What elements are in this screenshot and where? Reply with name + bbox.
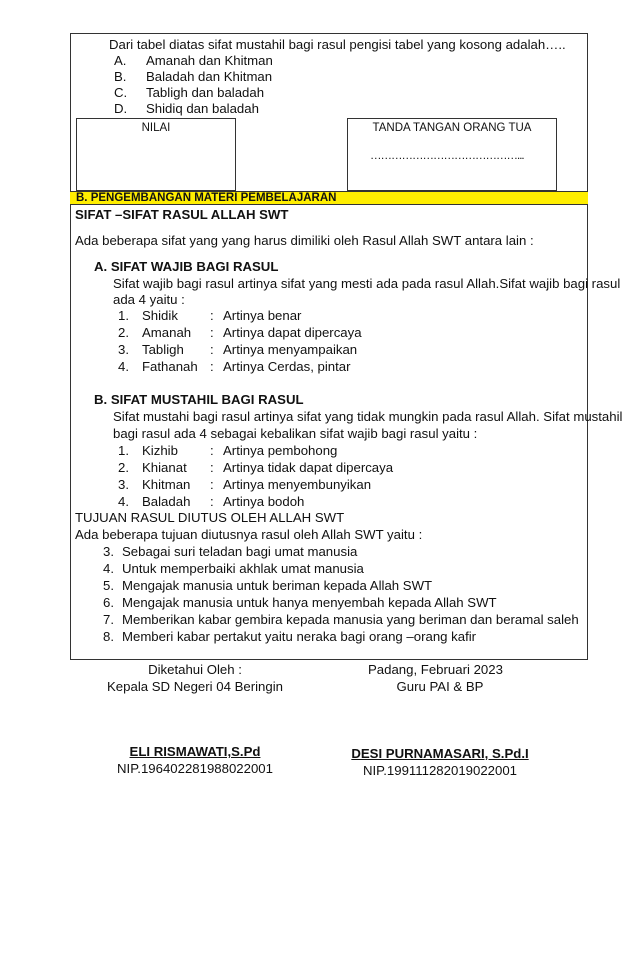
sifat-meaning: Artinya menyampaikan [223, 342, 358, 357]
item-number: 5. [103, 578, 114, 593]
grade-box [76, 118, 236, 191]
parent-signature-box [347, 118, 557, 191]
tujuan-intro: Ada beberapa tujuan diutusnya rasul oleh Allah SWT yaitu : [75, 527, 423, 542]
list-item [118, 342, 438, 358]
sifat-name: Baladah [142, 494, 191, 509]
item-number: 4. [118, 494, 129, 509]
sifat-meaning: Artinya tidak dapat dipercaya [223, 460, 394, 475]
list-item [118, 325, 438, 341]
sifat-name: Kizhib [142, 443, 178, 458]
signature-left-name: ELI RISMAWATI,S.Pd [129, 744, 261, 759]
option-letter-c: C. [114, 85, 128, 100]
signature-right-name: DESI PURNAMASARI, S.Pd.I [351, 746, 529, 761]
item-text: Untuk memperbaiki akhlak umat manusia [122, 561, 364, 576]
option-letter-d: D. [114, 101, 128, 116]
list-item [118, 359, 438, 375]
item-text: Sebagai suri teladan bagi umat manusia [122, 544, 358, 559]
sifat-name: Khitman [142, 477, 191, 492]
item-number: 3. [118, 342, 129, 357]
sifat-name: Fathanah [142, 359, 198, 374]
list-item [94, 595, 497, 611]
item-text: Memberikan kabar gembira kepada manusia yang beriman dan beramal saleh [122, 612, 579, 627]
signature-right-line1: Padang, Februari 2023 [368, 662, 503, 677]
topic-intro: Ada beberapa sifat yang yang harus dimiliki oleh Rasul Allah SWT antara lain : [75, 233, 534, 248]
list-item [118, 494, 438, 510]
list-item [94, 544, 357, 560]
colon: : [210, 443, 214, 458]
list-item [118, 477, 438, 493]
list-item [94, 612, 579, 628]
colon: : [210, 325, 214, 340]
sifat-meaning: Artinya bodoh [223, 494, 305, 509]
sifat-meaning: Artinya Cerdas, pintar [223, 359, 351, 374]
sifat-name: Khianat [142, 460, 187, 475]
signature-right-line2: Guru PAI & BP [396, 679, 484, 694]
mustahil-desc-line1: Sifat mustahi bagi rasul artinya sifat yang tidak mungkin pada rasul Allah. Sifat mustahil [113, 409, 623, 424]
sifat-meaning: Artinya pembohong [223, 443, 338, 458]
option-text-c: Tabligh dan baladah [146, 85, 265, 100]
colon: : [210, 494, 214, 509]
list-item [94, 629, 476, 645]
option-text-a: Amanah dan Khitman [146, 53, 273, 68]
sifat-name: Tabligh [142, 342, 184, 357]
item-number: 1. [118, 443, 129, 458]
item-number: 7. [103, 612, 114, 627]
sifat-meaning: Artinya dapat dipercaya [223, 325, 362, 340]
mustahil-desc-line2: bagi rasul ada 4 sebagai kebalikan sifat wajib bagi rasul yaitu : [113, 426, 478, 441]
sifat-meaning: Artinya benar [223, 308, 302, 323]
signature-left-nip: NIP.196402281988022001 [117, 761, 273, 776]
question-text: Dari tabel diatas sifat mustahil bagi rasul pengisi tabel yang kosong adalah….. [109, 37, 566, 52]
colon: : [210, 460, 214, 475]
item-number: 8. [103, 629, 114, 644]
option-text-d: Shidiq dan baladah [146, 101, 259, 116]
parent-signature-dots: ……………………………………... [370, 150, 524, 162]
item-number: 6. [103, 595, 114, 610]
grade-box-label: NILAI [141, 122, 171, 134]
list-item [118, 460, 438, 476]
colon: : [210, 477, 214, 492]
mustahil-heading: B. SIFAT MUSTAHIL BAGI RASUL [94, 392, 304, 407]
sifat-name: Amanah [142, 325, 192, 340]
item-number: 2. [118, 325, 129, 340]
option-letter-a: A. [114, 53, 127, 68]
signature-left-line1: Diketahui Oleh : [148, 662, 242, 677]
wajib-heading: A. SIFAT WAJIB BAGI RASUL [94, 259, 279, 274]
list-item [94, 561, 364, 577]
section-b-title: B. PENGEMBANGAN MATERI PEMBELAJARAN [76, 192, 337, 204]
option-text-b: Baladah dan Khitman [146, 69, 273, 84]
list-item [94, 578, 432, 594]
signature-left-line2: Kepala SD Negeri 04 Beringin [107, 679, 283, 694]
signature-right-nip: NIP.199111282019022001 [362, 763, 517, 778]
colon: : [210, 308, 214, 323]
item-text: Mengajak manusia untuk hanya menyembah kepada Allah SWT [122, 595, 497, 610]
item-text: Mengajak manusia untuk beriman kepada Allah SWT [122, 578, 433, 593]
list-item [118, 443, 438, 459]
item-number: 3. [118, 477, 129, 492]
section-b-bar [70, 191, 588, 205]
item-number: 4. [118, 359, 129, 374]
item-number: 3. [103, 544, 114, 559]
wajib-desc-line1: Sifat wajib bagi rasul artinya sifat yang mesti ada pada rasul Allah.Sifat wajib bagi rasul [113, 276, 621, 291]
sifat-name: Shidik [142, 308, 178, 323]
wajib-desc-line2: ada 4 yaitu : [113, 292, 185, 307]
item-text: Memberi kabar pertakut yaitu neraka bagi orang –orang kafir [122, 629, 477, 644]
tujuan-title: TUJUAN RASUL DIUTUS OLEH ALLAH SWT [75, 510, 345, 525]
item-number: 2. [118, 460, 129, 475]
item-number: 4. [103, 561, 114, 576]
parent-signature-label: TANDA TANGAN ORANG TUA [372, 122, 532, 134]
item-number: 1. [118, 308, 129, 323]
colon: : [210, 342, 214, 357]
colon: : [210, 359, 214, 374]
sifat-meaning: Artinya menyembunyikan [223, 477, 372, 492]
topic-title: SIFAT –SIFAT RASUL ALLAH SWT [75, 207, 289, 222]
list-item [118, 308, 438, 324]
option-letter-b: B. [114, 69, 127, 84]
